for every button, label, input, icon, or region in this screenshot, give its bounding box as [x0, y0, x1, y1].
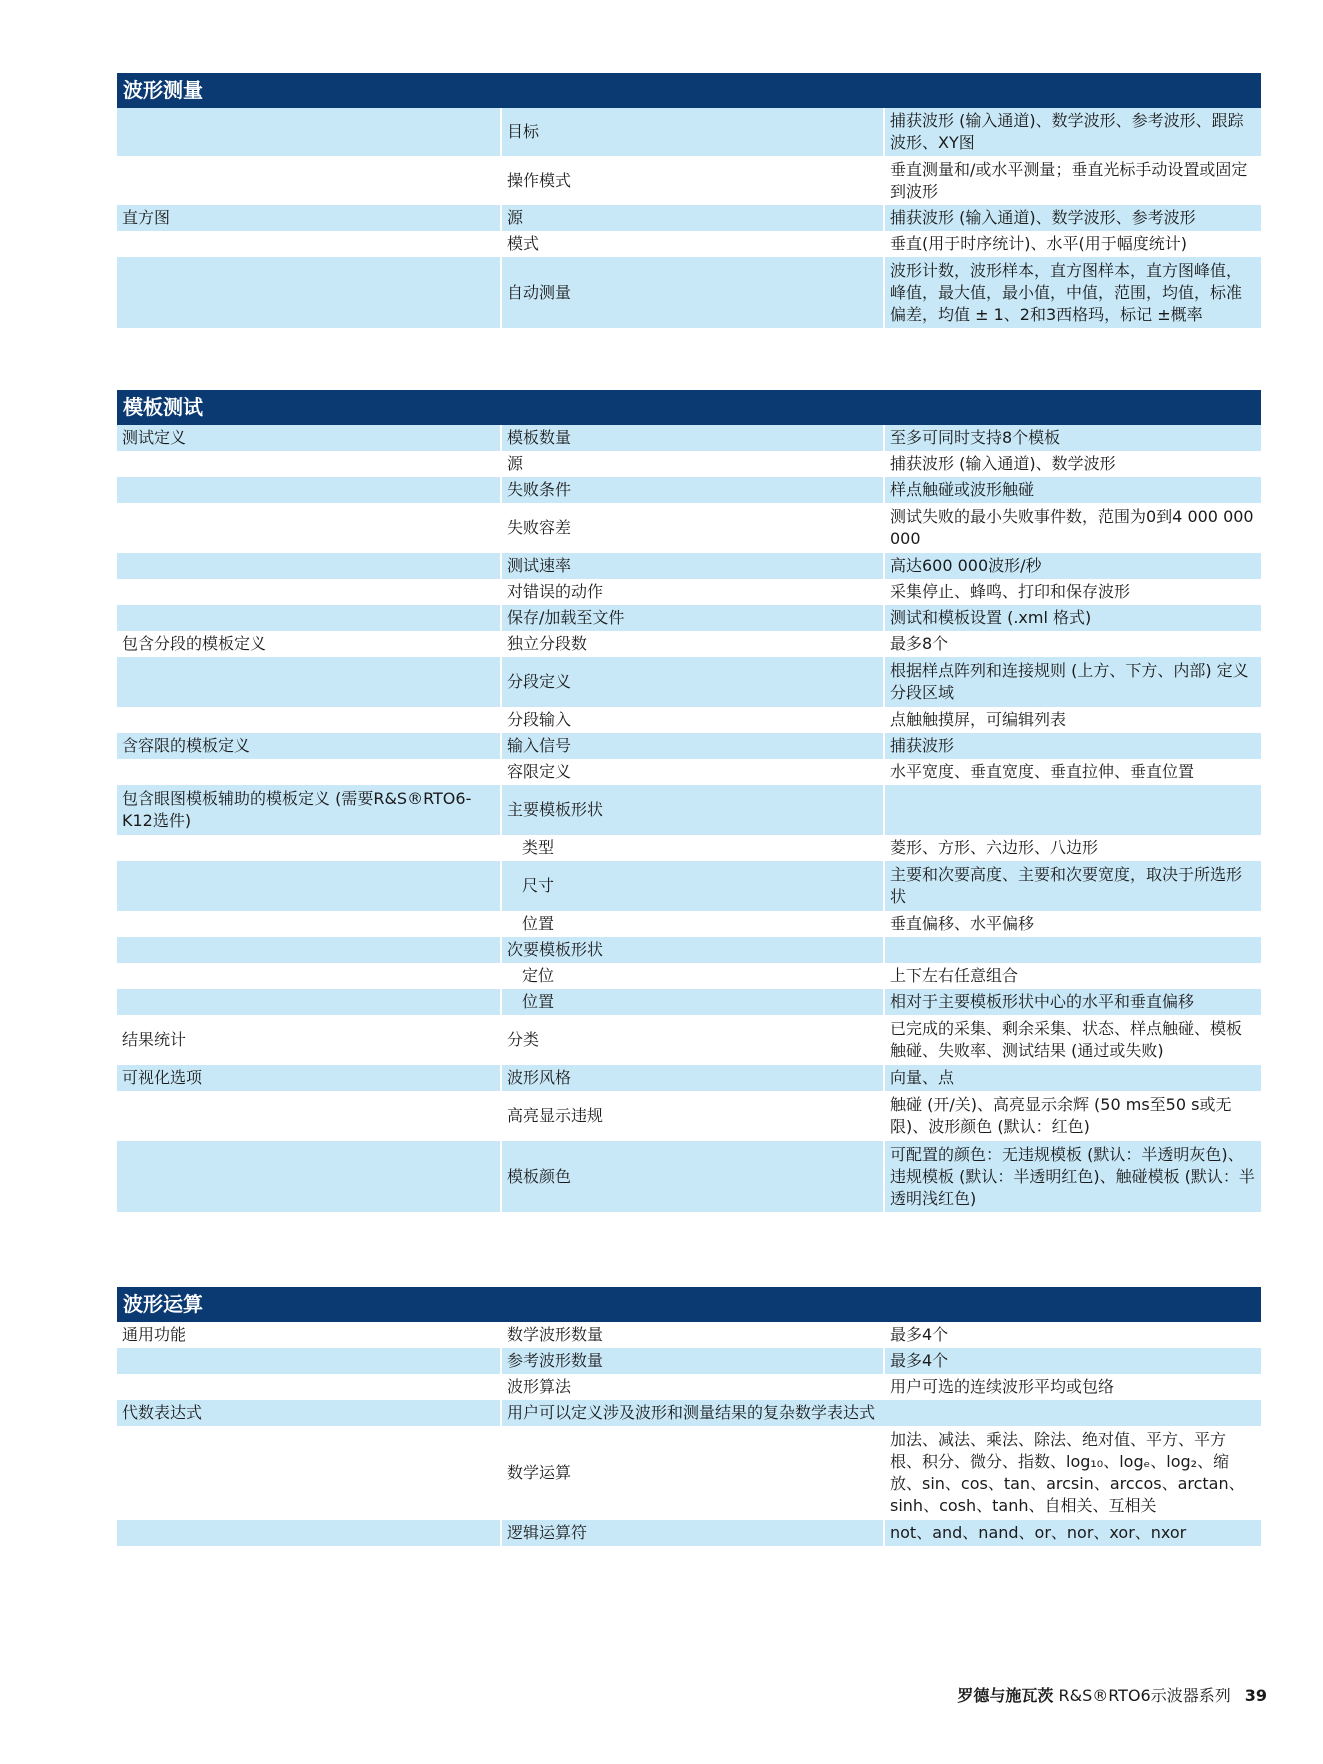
- footer-product: R&S®RTO6示波器系列: [1053, 1686, 1231, 1705]
- section-title: 模板测试: [117, 390, 1261, 425]
- row-parameter: 位置: [500, 911, 883, 937]
- row-value: 捕获波形: [883, 733, 1261, 759]
- row-parameter: 模板颜色: [500, 1141, 883, 1212]
- row-value: 最多4个: [883, 1348, 1261, 1374]
- table-row: [117, 205, 1261, 231]
- row-parameter: 分段定义: [500, 657, 883, 707]
- row-category: 可视化选项: [122, 1068, 203, 1087]
- row-category: [117, 1141, 500, 1212]
- row-category: [117, 657, 500, 707]
- table-row: [117, 707, 1261, 733]
- row-parameter: 次要模板形状: [500, 937, 883, 963]
- row-value: 菱形、方形、六边形、八边形: [883, 835, 1261, 861]
- row-parameter: 类型: [500, 835, 883, 861]
- row-category: 通用功能: [122, 1325, 187, 1344]
- section-title: 波形测量: [117, 73, 1261, 108]
- row-category: [117, 1374, 500, 1400]
- row-parameter: 波形算法: [500, 1374, 883, 1400]
- row-parameter: 输入信号: [500, 733, 883, 759]
- row-parameter: 数学运算: [500, 1426, 883, 1520]
- row-category: [117, 1520, 500, 1546]
- row-value: 相对于主要模板形状中心的水平和垂直偏移: [883, 989, 1261, 1015]
- row-parameter: 波形风格: [500, 1065, 883, 1091]
- row-category: 包含眼图模板辅助的模板定义 (需要R&S®RTO6-K12选件): [122, 789, 472, 830]
- row-value: 高达600 000波形/秒: [883, 553, 1261, 579]
- row-parameter: 分类: [500, 1015, 883, 1065]
- row-category: [117, 989, 500, 1015]
- row-category: [117, 451, 500, 477]
- row-parameter: 失败容差: [500, 503, 883, 553]
- row-category: [117, 579, 500, 605]
- row-parameter: 操作模式: [500, 156, 883, 205]
- row-category: 直方图: [122, 208, 171, 227]
- table-row: [117, 1015, 1261, 1065]
- row-category: [117, 835, 500, 861]
- row-value: 已完成的采集、剩余采集、状态、样点触碰、模板触碰、失败率、测试结果 (通过或失败): [883, 1015, 1261, 1065]
- section-rows: [117, 1322, 1261, 1546]
- table-row: [117, 156, 1261, 205]
- row-parameter: 目标: [500, 108, 883, 156]
- row-value: 可配置的颜色：无违规模板 (默认：半透明灰色)、违规模板 (默认：半透明红色)、触碰模板 (默认：半透明浅红色): [883, 1141, 1261, 1212]
- table-row: [117, 835, 1261, 861]
- table-row: [117, 257, 1261, 328]
- table-row: [117, 108, 1261, 156]
- row-category: 结果统计: [122, 1030, 187, 1049]
- row-value: 捕获波形 (输入通道)、数学波形、参考波形: [883, 205, 1261, 231]
- row-category: [117, 477, 500, 503]
- waveform-math-section: [117, 1287, 1261, 1546]
- table-row: [117, 657, 1261, 707]
- row-value: 捕获波形 (输入通道)、数学波形、参考波形、跟踪波形、XY图: [883, 108, 1261, 156]
- table-row: [117, 1141, 1261, 1212]
- row-parameter: 参考波形数量: [500, 1348, 883, 1374]
- row-value: 采集停止、蜂鸣、打印和保存波形: [883, 579, 1261, 605]
- row-category: [117, 911, 500, 937]
- row-category: [117, 707, 500, 733]
- page-number: 39: [1244, 1686, 1267, 1705]
- table-row: [117, 1065, 1261, 1091]
- row-category: [117, 503, 500, 553]
- table-row: [117, 759, 1261, 785]
- row-value: 样点触碰或波形触碰: [883, 477, 1261, 503]
- table-row: [117, 1520, 1261, 1546]
- row-parameter: 分段输入: [500, 707, 883, 733]
- row-value: [883, 937, 1261, 963]
- row-parameter: 测试速率: [500, 553, 883, 579]
- row-category: [117, 963, 500, 989]
- table-row: [117, 451, 1261, 477]
- table-row: [117, 1091, 1261, 1141]
- row-value: 主要和次要高度、主要和次要宽度，取决于所选形状: [883, 861, 1261, 911]
- table-row: [117, 937, 1261, 963]
- row-value: not、and、nand、or、nor、xor、nxor: [883, 1520, 1261, 1546]
- row-category: [117, 759, 500, 785]
- row-value: 垂直测量和/或水平测量；垂直光标手动设置或固定到波形: [883, 156, 1261, 205]
- table-row: [117, 733, 1261, 759]
- waveform-measurement-section: [117, 73, 1261, 328]
- row-parameter: 定位: [500, 963, 883, 989]
- row-value: 测试失败的最小失败事件数，范围为0到4 000 000 000: [883, 503, 1261, 553]
- row-parameter: 主要模板形状: [500, 785, 883, 835]
- row-value: 垂直(用于时序统计)、水平(用于幅度统计): [883, 231, 1261, 257]
- table-row: [117, 1322, 1261, 1348]
- table-row: [117, 1426, 1261, 1520]
- row-category: 代数表达式: [122, 1403, 203, 1422]
- row-parameter: 容限定义: [500, 759, 883, 785]
- page-footer: [957, 1683, 1267, 1706]
- table-row: [117, 631, 1261, 657]
- row-category: [117, 1426, 500, 1520]
- row-value: 最多8个: [883, 631, 1261, 657]
- row-category: [117, 108, 500, 156]
- table-row: [117, 503, 1261, 553]
- row-category: [117, 156, 500, 205]
- row-value: 触碰 (开/关)、高亮显示余辉 (50 ms至50 s或无限)、波形颜色 (默认：红色): [883, 1091, 1261, 1141]
- row-parameter: 高亮显示违规: [500, 1091, 883, 1141]
- row-category: [117, 231, 500, 257]
- table-row: [117, 989, 1261, 1015]
- row-parameter: 模式: [500, 231, 883, 257]
- row-parameter: 模板数量: [500, 425, 883, 451]
- table-row: [117, 911, 1261, 937]
- mask-test-section: [117, 390, 1261, 1212]
- row-parameter: 源: [500, 205, 883, 231]
- section-title: 波形运算: [117, 1287, 1261, 1322]
- table-row: [117, 231, 1261, 257]
- row-value: 向量、点: [883, 1065, 1261, 1091]
- row-parameter: 用户可以定义涉及波形和测量结果的复杂数学表达式: [500, 1400, 1261, 1426]
- row-category: [117, 1091, 500, 1141]
- row-value: 垂直偏移、水平偏移: [883, 911, 1261, 937]
- row-value: 最多4个: [883, 1322, 1261, 1348]
- row-parameter: 自动测量: [500, 257, 883, 328]
- row-parameter: 源: [500, 451, 883, 477]
- row-parameter: 数学波形数量: [500, 1322, 883, 1348]
- row-category: 测试定义: [122, 428, 187, 447]
- table-row: [117, 1348, 1261, 1374]
- row-value: 波形计数，波形样本，直方图样本，直方图峰值，峰值，最大值，最小值，中值，范围，均值，标准偏差，均值 ± 1、2和3西格玛，标记 ±概率: [883, 257, 1261, 328]
- table-row: [117, 1400, 1261, 1426]
- row-value: 水平宽度、垂直宽度、垂直拉伸、垂直位置: [883, 759, 1261, 785]
- row-parameter: 对错误的动作: [500, 579, 883, 605]
- row-value: 测试和模板设置 (.xml 格式): [883, 605, 1261, 631]
- row-value: 捕获波形 (输入通道)、数学波形: [883, 451, 1261, 477]
- row-category: [117, 861, 500, 911]
- row-category: 含容限的模板定义: [122, 736, 251, 755]
- row-category: [117, 605, 500, 631]
- section-rows: [117, 108, 1261, 328]
- row-value: [883, 785, 1261, 835]
- table-row: [117, 861, 1261, 911]
- row-category: [117, 553, 500, 579]
- row-value: 根据样点阵列和连接规则 (上方、下方、内部) 定义分段区域: [883, 657, 1261, 707]
- row-parameter: 失败条件: [500, 477, 883, 503]
- table-row: [117, 963, 1261, 989]
- table-row: [117, 785, 1261, 835]
- row-category: 包含分段的模板定义: [122, 634, 267, 653]
- row-value: 至多可同时支持8个模板: [883, 425, 1261, 451]
- row-category: [117, 937, 500, 963]
- row-parameter: 独立分段数: [500, 631, 883, 657]
- table-row: [117, 579, 1261, 605]
- row-parameter: 尺寸: [500, 861, 883, 911]
- footer-brand: 罗德与施瓦茨: [957, 1686, 1054, 1705]
- table-row: [117, 553, 1261, 579]
- row-category: [117, 257, 500, 328]
- row-value: 点触触摸屏，可编辑列表: [883, 707, 1261, 733]
- table-row: [117, 1374, 1261, 1400]
- row-category: [117, 1348, 500, 1374]
- section-rows: [117, 425, 1261, 1212]
- row-parameter: 保存/加载至文件: [500, 605, 883, 631]
- row-parameter: 位置: [500, 989, 883, 1015]
- row-value: 上下左右任意组合: [883, 963, 1261, 989]
- row-value: 用户可选的连续波形平均或包络: [883, 1374, 1261, 1400]
- table-row: [117, 477, 1261, 503]
- row-value: 加法、减法、乘法、除法、绝对值、平方、平方根、积分、微分、指数、log₁₀、logₑ、log₂、缩放、sin、cos、tan、arcsin、arccos、arctan、sinh、cosh、tanh、自相关、互相关: [883, 1426, 1261, 1520]
- table-row: [117, 605, 1261, 631]
- row-parameter: 逻辑运算符: [500, 1520, 883, 1546]
- table-row: [117, 425, 1261, 451]
